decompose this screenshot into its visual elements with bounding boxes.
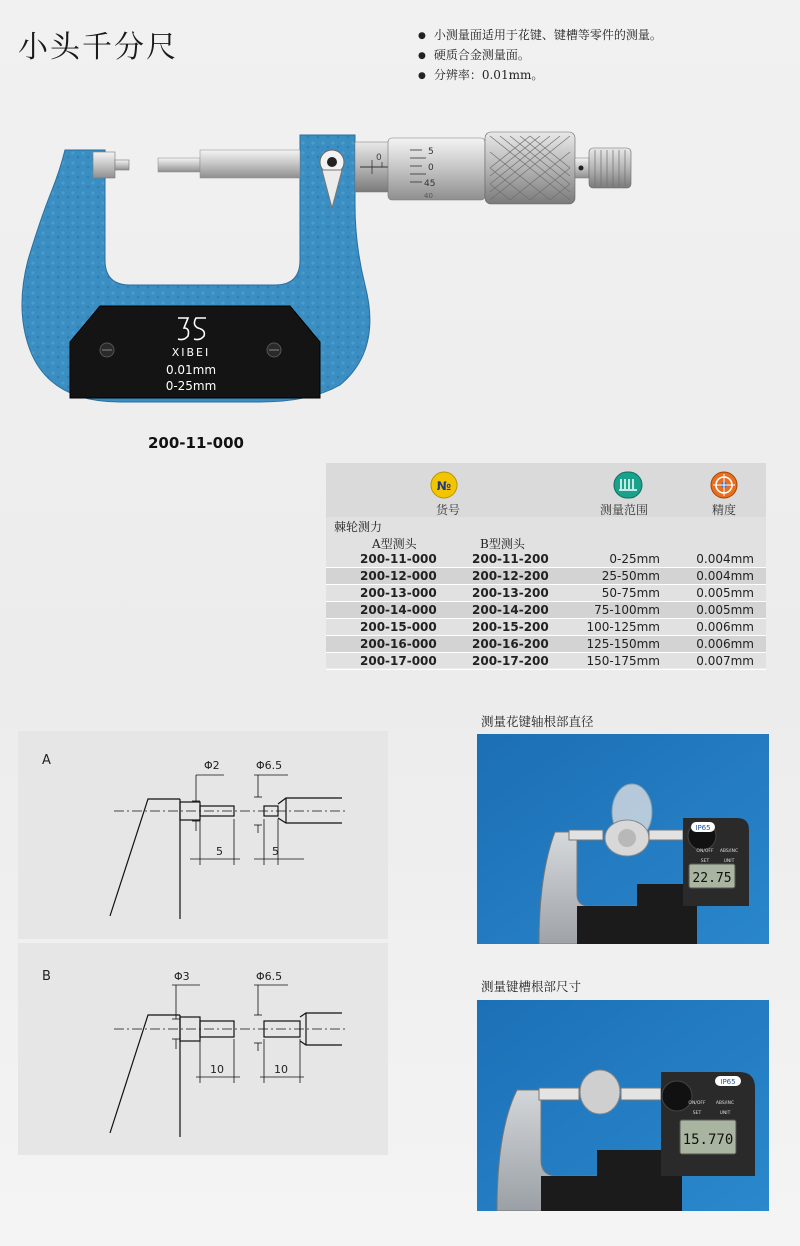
table-header (326, 463, 766, 517)
cell-precision: 0.007mm (696, 654, 754, 668)
display-button-label: ON/OFF (688, 1101, 706, 1106)
thimble-scale-number: 45 (424, 179, 436, 189)
cell-range: 75-100mm (594, 603, 660, 617)
subheader-type-a: A型测头 (372, 537, 417, 551)
table-row (326, 551, 766, 568)
cell-type-a: 200-13-000 (360, 586, 437, 600)
ip-badge-text: IP65 (695, 824, 711, 832)
cell-range: 125-150mm (586, 637, 660, 651)
cell-type-b: 200-16-200 (472, 637, 549, 651)
cell-type-b: 200-14-200 (472, 603, 549, 617)
photo-caption: 测量键槽根部尺寸 (481, 979, 582, 994)
display-button-label: ON/OFF (696, 849, 714, 854)
cell-type-a: 200-11-000 (360, 552, 437, 566)
dimension-label: Φ3 (174, 970, 190, 983)
photo-keyway (477, 1000, 769, 1211)
display-button-label: UNIT (719, 1111, 731, 1116)
dimension-label: 5 (272, 845, 279, 858)
table-row (326, 585, 766, 602)
spec-table (326, 463, 766, 668)
thimble-scale-number: 0 (428, 163, 434, 173)
plate-range: 0-25mm (165, 379, 217, 393)
plate-resolution: 0.01mm (165, 363, 217, 377)
dimension-label: 10 (274, 1063, 288, 1076)
diagram-label: B (42, 969, 51, 984)
display-button-label: SET (692, 1111, 702, 1116)
ip-badge-text: IP65 (720, 1078, 736, 1086)
display-reading: 22.75 (692, 871, 732, 886)
cell-type-b: 200-17-200 (472, 654, 549, 668)
cell-type-a: 200-15-000 (360, 620, 437, 634)
cell-precision: 0.005mm (696, 586, 754, 600)
target-icon (710, 471, 738, 499)
cell-range: 25-50mm (601, 569, 660, 583)
feature-item: ● 分辨率：0.01mm。 (418, 66, 662, 86)
header-precision: 精度 (712, 503, 737, 517)
probe-diagram-a (18, 731, 388, 939)
thimble-scale-number: 5 (428, 147, 434, 157)
cell-range: 100-125mm (586, 620, 660, 634)
display-reading: 15.770 (682, 1132, 734, 1148)
table-row (326, 602, 766, 619)
header-range: 测量范围 (600, 503, 649, 517)
probe-a-drawing (18, 731, 388, 939)
cell-range: 50-75mm (601, 586, 660, 600)
cell-type-b: 200-15-200 (472, 620, 549, 634)
cell-type-b: 200-13-200 (472, 586, 549, 600)
display-button-label: ABS/INC (719, 849, 739, 854)
display-button-label: ABS/INC (715, 1101, 735, 1106)
section-label: 棘轮测力 (334, 520, 383, 534)
dimension-label: Φ2 (204, 759, 220, 772)
feature-item: ● 小测量面适用于花键、键槽等零件的测量。 (418, 26, 662, 46)
photo-caption: 测量花键轴根部直径 (481, 714, 594, 729)
display-button-label: SET (700, 859, 710, 864)
display-button-label: UNIT (723, 859, 735, 864)
cell-range: 0-25mm (609, 552, 660, 566)
dimension-label: Φ6.5 (256, 970, 283, 983)
cell-range: 150-175mm (586, 654, 660, 668)
product-model-number: 200-11-000 (148, 434, 244, 452)
probe-b-drawing (18, 943, 388, 1155)
cell-precision: 0.004mm (696, 552, 754, 566)
cell-precision: 0.005mm (696, 603, 754, 617)
cell-type-a: 200-12-000 (360, 569, 437, 583)
dimension-label: Φ6.5 (256, 759, 283, 772)
table-row (326, 636, 766, 653)
table-row (326, 653, 766, 670)
cell-type-a: 200-14-000 (360, 603, 437, 617)
table-row (326, 619, 766, 636)
cell-type-b: 200-12-200 (472, 569, 549, 583)
table-row (326, 568, 766, 585)
cell-type-b: 200-11-200 (472, 552, 549, 566)
diagram-label: A (42, 753, 51, 768)
range-icon (613, 471, 643, 499)
dimension-label: 10 (210, 1063, 224, 1076)
cell-precision: 0.006mm (696, 637, 754, 651)
svg-text:№: № (436, 479, 452, 493)
micrometer-illustration (10, 110, 640, 410)
header-item-no: 货号 (436, 503, 461, 517)
probe-diagram-b (18, 943, 388, 1155)
feature-item: ● 硬质合金测量面。 (418, 46, 662, 66)
dimension-label: 5 (216, 845, 223, 858)
brand-name: XIBEI (171, 346, 211, 359)
photo-spline-shaft (477, 734, 769, 944)
page-title: 小头千分尺 (18, 30, 178, 65)
subheader-type-b: B型测头 (480, 537, 525, 551)
numero-icon (430, 471, 458, 499)
feature-list (418, 26, 662, 86)
cell-type-a: 200-16-000 (360, 637, 437, 651)
cell-precision: 0.004mm (696, 569, 754, 583)
cell-precision: 0.006mm (696, 620, 754, 634)
thimble-scale-number: 40 (424, 192, 433, 200)
sleeve-scale-number: 0 (376, 153, 382, 163)
cell-type-a: 200-17-000 (360, 654, 437, 668)
